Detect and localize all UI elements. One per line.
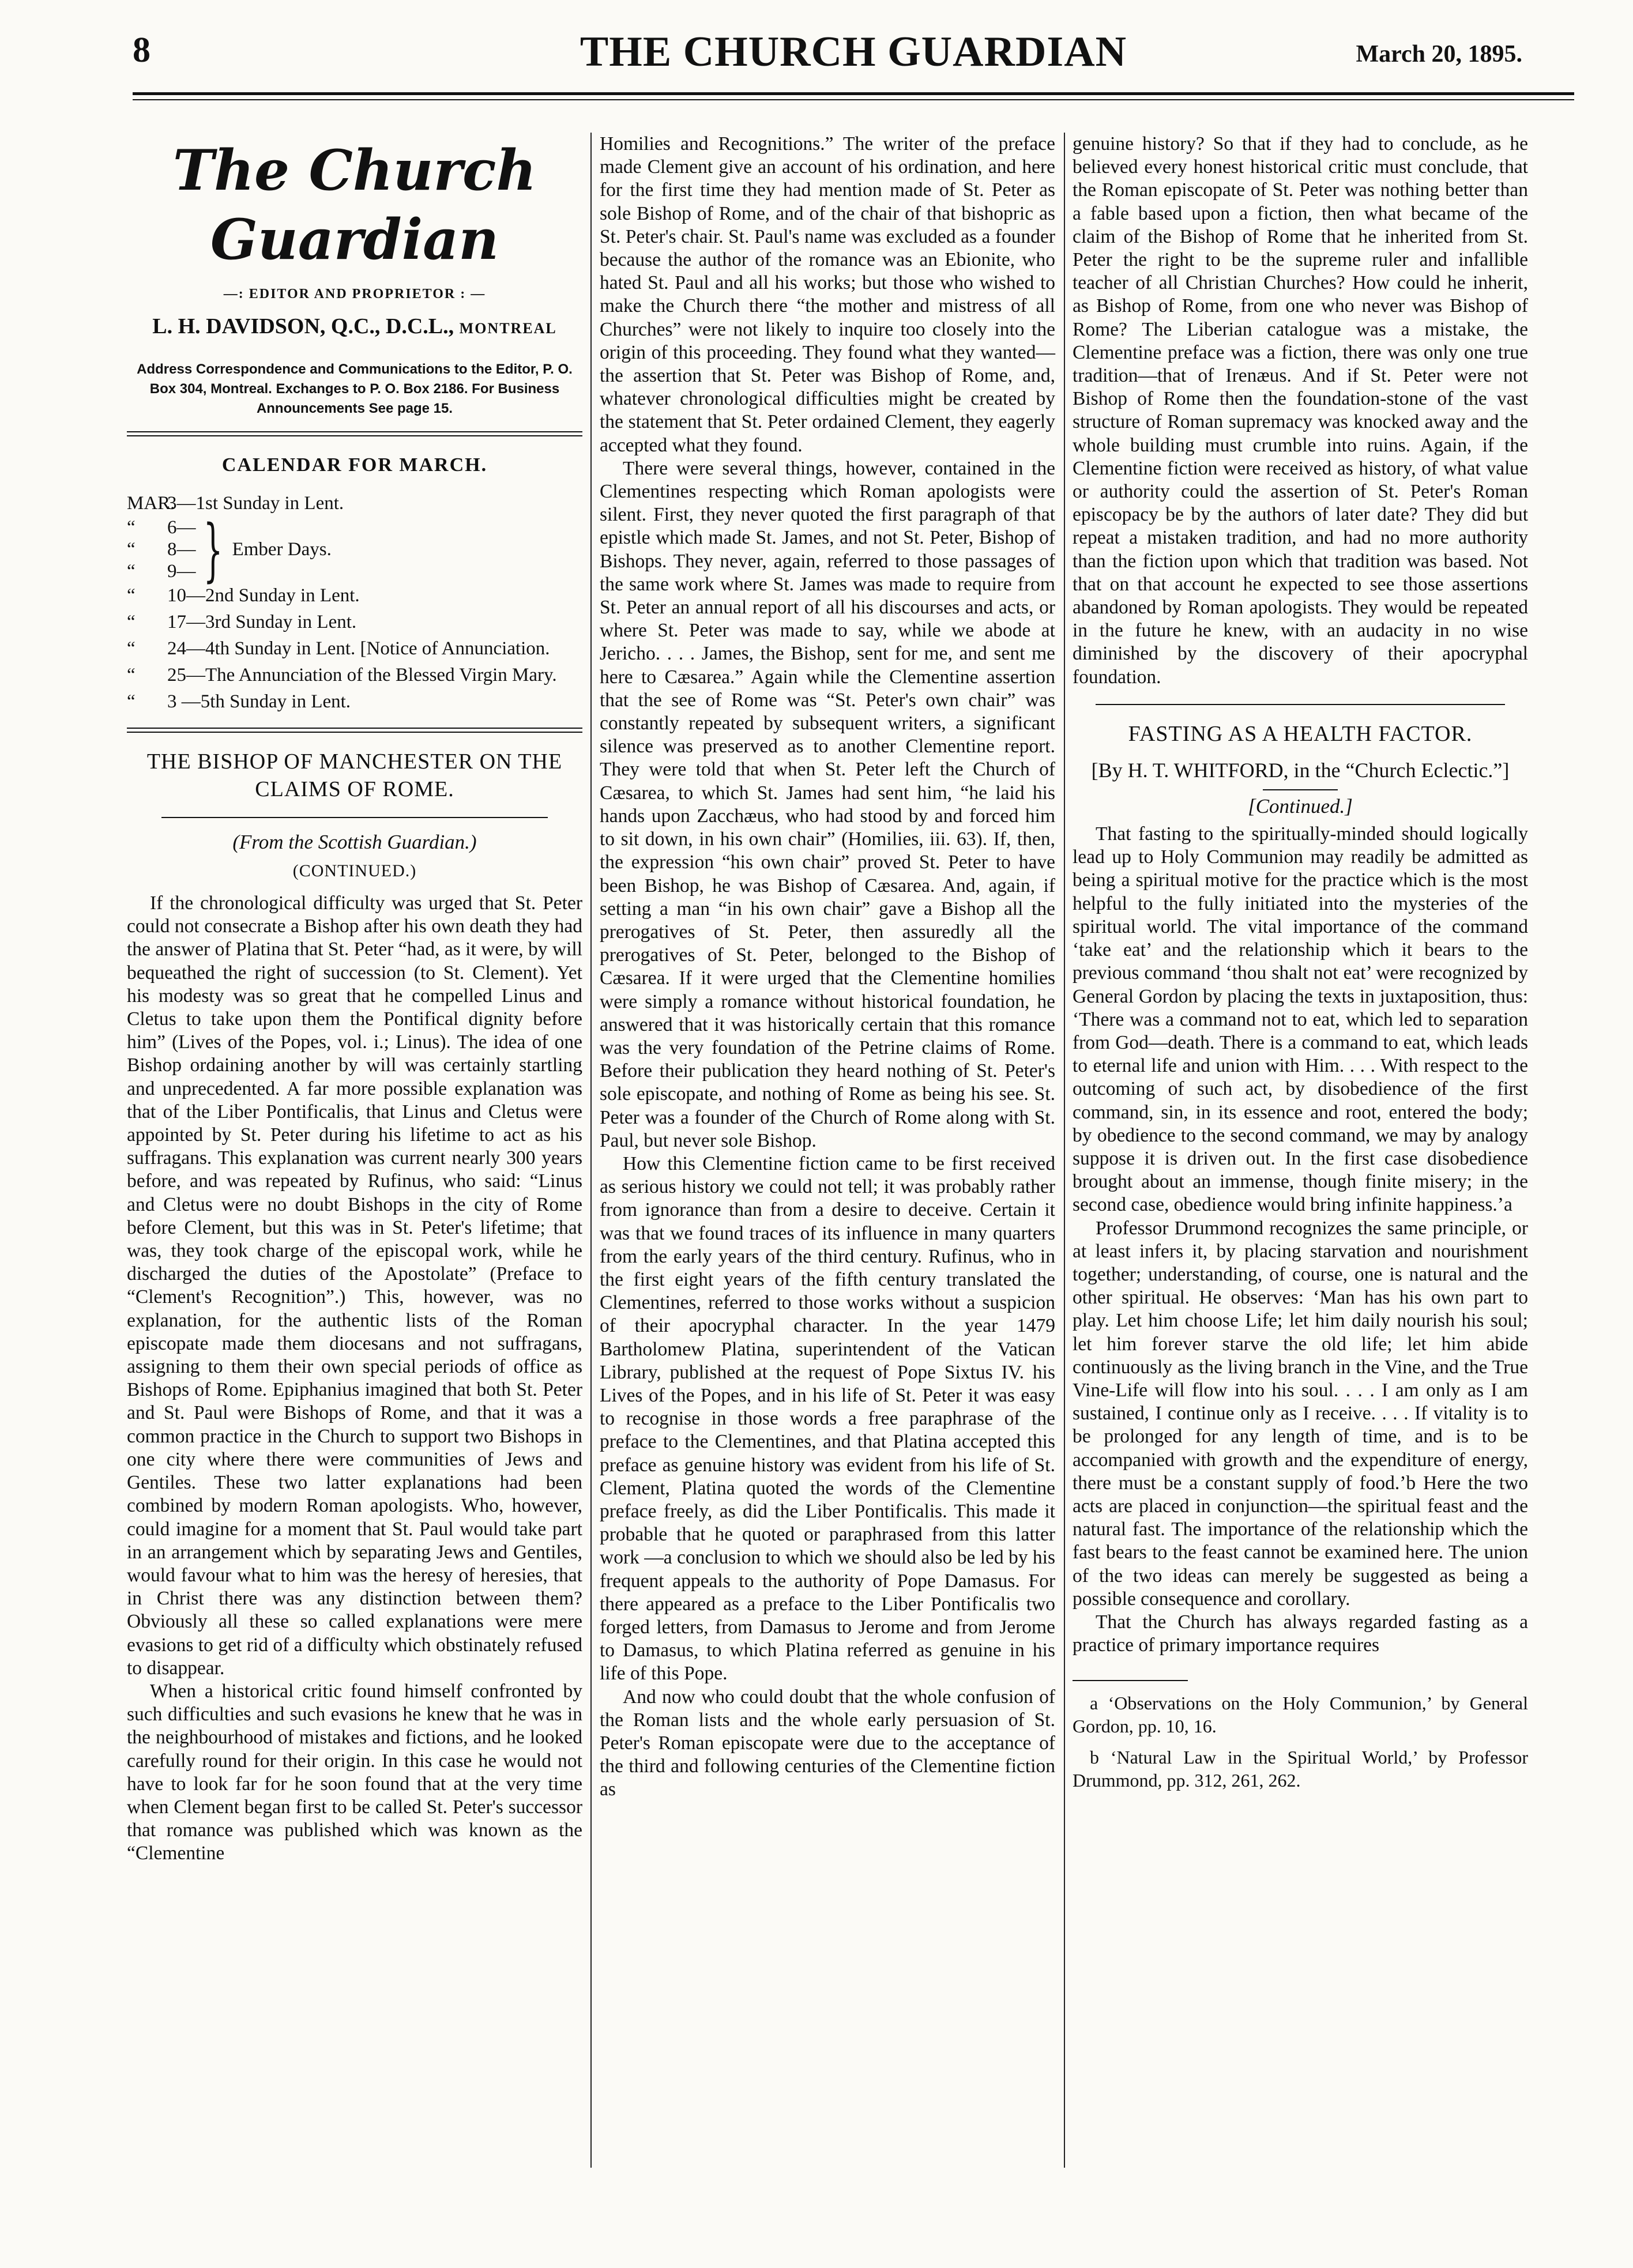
calendar-row: [127, 635, 582, 662]
ember-date: 8—: [167, 538, 196, 560]
article-paragraph: When a historical critic found himself confronted by such difficulties and such evasions he knew that he was in the neighbourhood of mistakes and fictions, and he looked carefully round for their origin. In this case he would not have to look far for he soon found that at the very time when Clement began first to be called St. Peter's successor that romance was published which was known as the “Clementine: [127, 1680, 582, 1864]
footnote-rule: [1073, 1680, 1188, 1681]
newspaper-title: THE CHURCH GUARDIAN: [580, 28, 1127, 76]
article-paragraph: That the Church has always regarded fasting as a practice of primary importance requires: [1073, 1611, 1528, 1656]
calendar-month: MAR.: [127, 492, 175, 514]
calendar-ember-block: [127, 509, 582, 589]
ember-date: 9—: [167, 560, 196, 582]
section-rule: [1096, 704, 1505, 705]
calendar-entry: 17—3rd Sunday in Lent.: [167, 611, 357, 632]
article-paragraph: Professor Drummond recognizes the same principle, or at least infers it, by placing starvation and nourishment together; understanding, of course, one is natural and the other spiritual. He observes: ‘Man has his own part to play. Let him choose Life; let him daily nourish his soul; let him forever starve the old life; let him abide continuously as the living branch in the Vine, and the True Vine-Life will flow into his soul. . . . I am only as I am sustained, I continue only as I receive. . . . If vitality is to be prolonged for any length of time, and is to be accompanied with growth and the expenditure of energy, there must be a constant supply of food.’b Here the two acts are placed in conjunction—the spiritual feast and the natural fast. The importance of the relationship which the fast bears to the feast cannot be examined here. The union of the two ideas can merely be suggested as being a possible consequence and corollary.: [1073, 1217, 1528, 1610]
article-paragraph: That fasting to the spiritually-minded should logically lead up to Holy Communion may readily be admitted as being a spiritual motive for the practice which is the most helpful to the fully initiated into the mysteries of the spiritual world. The vital importance of the command ‘take eat’ and the relationship which it bears to the previous command ‘thou shalt not eat’ were recognized by General Gordon by placing the texts in juxtaposition, thus: ‘There was a command not to eat, which led to separation from God—death. There is a command to eat, which leads to eternal life and union with Him. . . . With respect to the outcoming of such act, by disobedience of the first command, sin, in its essence and root, entered the body; by obedience to the second command, we may by analogy suppose it is driven out. In the first case disobedience brought about an immense, though finite misery; in the second case, obedience would bring infinite happiness.’a: [1073, 823, 1528, 1216]
calendar-row: [127, 490, 582, 517]
calendar-row: [127, 688, 582, 715]
calendar-entry: 3 —5th Sunday in Lent.: [167, 691, 351, 712]
calendar-list: [127, 490, 582, 715]
calendar-ditto: “: [127, 517, 136, 538]
continued-label: (CONTINUED.): [292, 861, 417, 880]
short-rule: [161, 817, 548, 818]
ember-dates: [167, 517, 196, 582]
article-title: FASTING AS A HEALTH FACTOR.: [1128, 721, 1473, 746]
article-paragraph: And now who could doubt that the whole confusion of the Roman lists and the whole early persuasion of St. Peter's Roman episcopate were due to the acceptance of the third and following centuries of the Clementine fiction as: [600, 1686, 1055, 1800]
calendar-row: [127, 609, 582, 635]
article-paragraph: There were several things, however, contained in the Clementines respecting which Roman apologists were silent. First, they never quoted the first paragraph of that epistle which made St. James, and not St. Peter, Bishop of Bishops. They never, again, referred to those passages of the same work where St. James was made to require from St. Peter an annual report of all his discourses and acts, or where St. Peter was made to say, while we abode at Jericho. . . . James, the Bishop, sent for me, and sent me here to Cæsarea.” Again while the Clementine assertion that the see of Rome was “St. Peter's own chair” was constantly repeated by subsequent writers, a significant silence was preserved as to another Clementine report. They were told that when St. Peter left the Church of Cæsarea, to which St. James had sent him, “he laid his hands upon Zacchæus, who had stood by and forced him to sit down, in his own chair” (Homilies, iii. 63). If, then, the expression “his own chair” proved St. Peter to have been Bishop, he was Bishop of Cæsarea. And, again, if setting a man “in his own chair” gave a Bishop all the prerogatives of St. Peter, then assuredly all the prerogatives of St. Peter, belonged to the Bishop of Cæsarea. If it were urged that the Clementine homilies were simply a romance without historical foundation, he answered that it was historically certain that this romance was the very foundation of the Petrine claims of Rome. Before their publication they heard nothing of St. Peter's sole episcopate, and nothing of Rome as being his see. St. Peter was a founder of the Church of Rome along with St. Paul, but never sole Bishop.: [600, 457, 1055, 1151]
calendar-ditto: “: [127, 585, 136, 606]
header-rule: [133, 92, 1574, 100]
ember-label: Ember Days.: [232, 538, 332, 560]
calendar-heading: CALENDAR FOR MARCH.: [221, 454, 488, 476]
column-2: [600, 133, 1055, 1802]
column-divider: [590, 133, 592, 2168]
calendar-entry: 10—2nd Sunday in Lent.: [167, 585, 360, 606]
brace-glyph: }: [203, 509, 223, 589]
column-divider: [1064, 133, 1065, 2168]
calendar-entry: 3—1st Sunday in Lent.: [167, 492, 344, 514]
ember-days-group: [167, 509, 332, 589]
section-rule: [127, 431, 582, 436]
calendar-ditto: “: [127, 664, 136, 685]
article-paragraph: If the chronological difficulty was urged that St. Peter could not consecrate a Bishop after his own death they had the answer of Platina that St. Peter “had, as it were, by will bequeathed the right of succession (to St. Clement). Yet his modesty was so great that he compelled Linus and Cletus to take upon them the Pontifical dignity before him” (Lives of the Popes, vol. i.; Linus). The idea of one Bishop ordaining another by will was certainly startling and unprecedented. A far more possible explanation was that of the Liber Pontificalis, that Linus and Cletus were appointed by St. Peter during his lifetime to act as his suffragans. This explanation was current nearly 300 years before, and was repeated by Rufinus, who said: “Linus and Cletus were no doubt Bishops in the city of Rome before Clement, but this was in St. Peter's lifetime; that was, they took charge of the episcopal work, while he discharged the duties of the Apostolate” (Preface to “Clement's Recognition”.) This, however, was no explanation, for the authentic lists of the Roman episcopate made them diocesans and not suffragans, assigning to them their own special periods of office as Bishops of Rome. Epiphanius imagined that both St. Peter and St. Paul were Bishops of Rome, and that it was a common practice in the Church to support two Bishops in one city where there were communities of Jews and Gentiles. These two latter explanations had been combined by modern Roman apologists. Who, however, could imagine for a moment that St. Paul would take part in an arrangement which by separating Jews and Gentiles, would favour what to him was the heresy of heresies, that in Christ there was any distinction between them? Obviously all these so called explanations were mere evasions to get rid of a difficulty which obstinately refused to disappear.: [127, 892, 582, 1679]
calendar-entry: 25—The Annunciation of the Blessed Virgin Mary.: [167, 664, 557, 685]
masthead-subtitle: —: EDITOR AND PROPRIETOR : —: [223, 287, 486, 302]
ember-date: 6—: [167, 517, 196, 538]
section-rule: [127, 728, 582, 733]
article-title: THE BISHOP OF MANCHESTER ON THE CLAIMS OF ROME.: [146, 749, 563, 801]
calendar-row: [127, 582, 582, 609]
column-1: [127, 133, 582, 1866]
page-header: [133, 23, 1574, 98]
article-source: (From the Scottish Guardian.): [232, 830, 477, 853]
calendar-ditto: “: [127, 560, 136, 582]
article-paragraph: Homilies and Recognitions.” The writer of the preface made Clement give an account of his ordination, and here for the first time they had mention made of St. Peter as sole Bishop of Rome, and of the chair of that bishopric as St. Peter's chair. St. Paul's name was excluded as a founder because the author of the romance was an Ebionite, who hated St. Paul and all his works; but those who wished to make the Church there “the mother and mistress of all Churches” were not likely to inquire too closely into the origin of this proceeding. They found what they wanted—the assertion that St. Peter was Bishop of Rome, and, whatever chronological difficulties might be created by the statement that St. Peter ordained Clement, they eagerly accepted what they found.: [600, 133, 1055, 456]
calendar-ditto: “: [127, 638, 136, 659]
editor-line: [127, 315, 582, 340]
editor-name: L. H. DAVIDSON, Q.C., D.C.L.,: [152, 314, 454, 339]
editor-city: MONTREAL: [459, 320, 557, 337]
calendar-ditto-marks: [127, 517, 167, 582]
continued-label: [Continued.]: [1248, 794, 1353, 817]
issue-date: March 20, 1895.: [1356, 41, 1522, 67]
page-number: 8: [133, 31, 150, 70]
footnote: b ‘Natural Law in the Spiritual World,’ by Professor Drummond, pp. 312, 261, 262.: [1073, 1747, 1528, 1791]
calendar-entry: 24—4th Sunday in Lent. [Notice of Annunciation.: [167, 638, 550, 659]
calendar-ditto: “: [127, 611, 136, 632]
masthead-title: The Church Guardian: [172, 138, 537, 272]
column-3: [1073, 133, 1528, 1800]
article-byline: [By H. T. WHITFORD, in the “Church Eclectic.”]: [1091, 758, 1510, 782]
article-paragraph: How this Clementine fiction came to be first received as serious history we could not tell; it was probably rather from ignorance than from a desire to deceive. Certain it was that we found traces of its influence in many quarters from the early years of the third century. Rufinus, who in the first eight years of the fifth century translated the Clementines, referred to those works without a suspicion of their apocryphal character. In the year 1479 Bartholomew Platina, superintendent of the Vatican Library, published at the request of Pope Sixtus IV. his Lives of the Popes, and in his life of St. Peter it was easy to recognise in those words a free paraphrase of the preface to the Clementines, and that Platina accepted this preface as genuine history was evident from his life of St. Clement, Platina quoted the words of the Clementine preface freely, as did the Liber Pontificalis. This made it probable that he quoted or paraphrased from this latter work —a conclusion to which we should also be led by his frequent appeals to the authority of Pope Damasus. For there appeared as a preface to the Liber Pontificalis two forged letters, from Damasus to Jerome and from Jerome to Damasus, to which Platina referred as genuine in his life of this Pope.: [600, 1152, 1055, 1685]
calendar-ditto: “: [127, 538, 136, 560]
article-paragraph: genuine history? So that if they had to conclude, as he believed every honest historical critic must conclude, that the Roman episcopate of St. Peter was nothing better than a fable based upon a fiction, then what became of the claim of the Bishop of Rome that he inherited from St. Peter the right to be the supreme ruler and infallible teacher of all Christian Churches? How could he inherit, as Bishop of Rome, from one who never was Bishop of Rome? The Liberian catalogue was a mistake, the Clementine preface was a fiction, there was only one true tradition—that of Irenæus. And if St. Peter were not Bishop of Rome then the foundation-stone of the vast structure of Roman supremacy was knocked away and the whole building must crumble into ruins. Again, if the Clementine fiction were received as history, of what value or authority could the assertion of St. Peter's Roman episcopacy be by the authors of later date? They did but repeat a mistaken tradition, and had no more authority than the fiction upon which that tradition was based. Not that on that account he expected to see those assertions abandoned by Roman apologists. They would be repeated in the future he knew, with an audacity in no wise diminished by the discovery of their apocryphal foundation.: [1073, 133, 1528, 688]
calendar-ditto: “: [127, 691, 136, 712]
short-rule: [1263, 789, 1338, 790]
calendar-row: [127, 662, 582, 688]
address-note: Address Correspondence and Communications to the Editor, P. O. Box 304, Montreal. Exchanges to P. O. Box 2186. For Business Announcements See page 15.: [137, 361, 573, 417]
footnote: a ‘Observations on the Holy Communion,’ by General Gordon, pp. 10, 16.: [1073, 1693, 1528, 1737]
